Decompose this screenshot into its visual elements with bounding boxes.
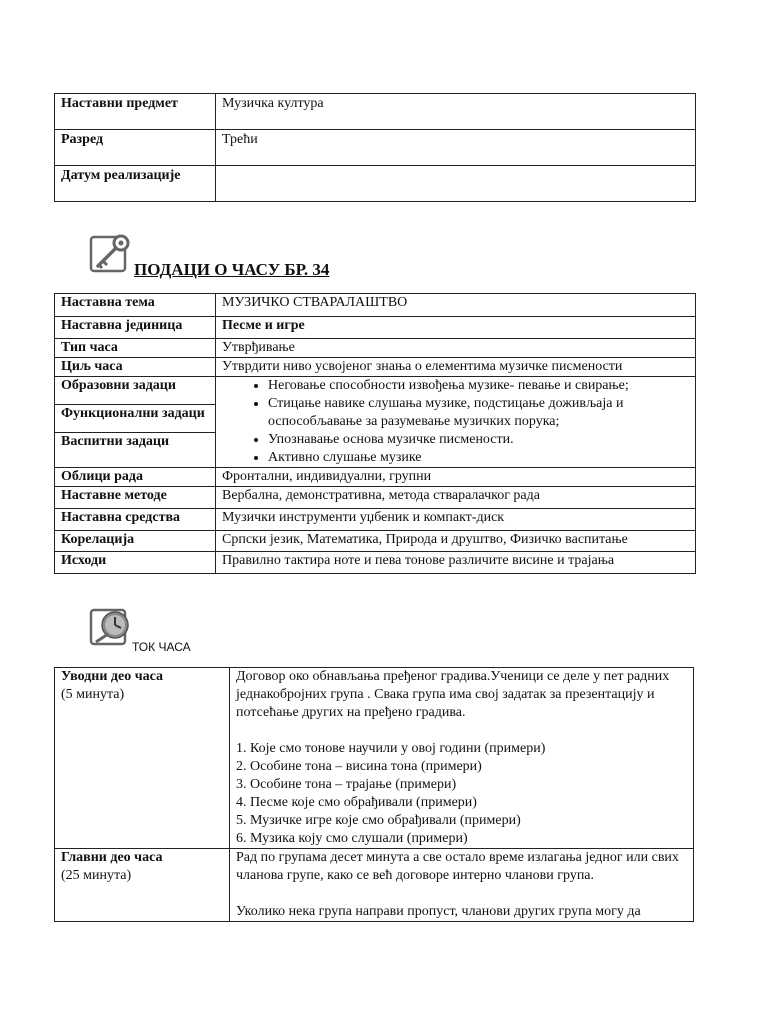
- main-content: [230, 849, 694, 922]
- main-duration: (25 минута): [61, 868, 132, 883]
- topic-label: Наставна тема: [55, 294, 216, 317]
- table-row: [55, 94, 696, 130]
- correlation-value: Српски језик, Математика, Природа и друштво, Физичко васпитање: [216, 531, 696, 552]
- subject-value: Музичка култура: [216, 94, 696, 130]
- grade-value: Трећи: [216, 130, 696, 166]
- outcomes-value: Правилно тактира ноте и пева тонове различите висине и трајања: [216, 552, 696, 574]
- table-row: [55, 339, 696, 358]
- upbr-tasks-label: Васпитни задаци: [55, 433, 216, 468]
- table-row: [55, 294, 696, 317]
- lesson-header: [88, 232, 329, 281]
- intro-text: Договор око обнављања пређеног градива.Ученици се деле у пет радних једнакобројних група . Свака група има свој задатак за презентацију и потсећање других на пређено градива.: [236, 669, 670, 720]
- grade-label: Разред: [55, 130, 216, 166]
- table-row: [55, 166, 696, 202]
- flow-header: [88, 606, 191, 655]
- unit-label: Наставна јединица: [55, 317, 216, 339]
- table-row: [55, 487, 696, 509]
- table-row: [55, 552, 696, 574]
- table-row: [55, 668, 694, 849]
- table-row: [55, 468, 696, 487]
- goal-value: Утврдити ниво усвојеног знања о елементима музичке писмености: [216, 358, 696, 377]
- table-row: [55, 509, 696, 531]
- date-value: [216, 166, 696, 202]
- unit-value: Песме и игре: [216, 317, 696, 339]
- methods-value: Вербална, демонстративна, метода стваралачког рада: [216, 487, 696, 509]
- func-tasks-label: Функционални задаци: [55, 405, 216, 433]
- info-table: [54, 93, 696, 202]
- key-icon: [88, 232, 132, 281]
- list-item: • Стицање навике слушања музике, подстицање доживљаја и оспособљавање за разумевање музичких порука;: [268, 395, 689, 431]
- list-item: 6. Музика коју смо слушали (примери): [236, 831, 468, 846]
- tasks-list: [222, 377, 689, 467]
- intro-duration: (5 минута): [61, 687, 125, 702]
- goal-label: Циљ часа: [55, 358, 216, 377]
- intro-content: [230, 668, 694, 849]
- flow-title: ТОК ЧАСА: [132, 640, 191, 654]
- main-label: Главни део часа: [61, 850, 163, 865]
- means-label: Наставна средства: [55, 509, 216, 531]
- list-item: • Упознавање основа музичке писмености.: [268, 431, 689, 449]
- type-label: Тип часа: [55, 339, 216, 358]
- outcomes-label: Исходи: [55, 552, 216, 574]
- list-item: 5. Музичке игре које смо обрађивали (примери): [236, 813, 521, 828]
- details-table: [54, 293, 696, 574]
- table-row: [55, 531, 696, 552]
- table-row: [55, 358, 696, 377]
- lesson-title: ПОДАЦИ О ЧАСУ БР. 34: [134, 260, 330, 279]
- methods-label: Наставне методе: [55, 487, 216, 509]
- list-item: • Неговање способности извођења музике- певање и свирање;: [268, 377, 689, 395]
- forms-value: Фронтални, индивидуални, групни: [216, 468, 696, 487]
- table-row: [55, 130, 696, 166]
- main-text-1: Рад по групама десет минута а све остало време излагања једног или свих чланова групе, како се већ договоре интерно чланови група.: [236, 850, 679, 883]
- forms-label: Облици рада: [55, 468, 216, 487]
- table-row: [55, 849, 694, 922]
- list-item: 2. Особине тона – висина тона (примери): [236, 759, 482, 774]
- table-row: [55, 317, 696, 339]
- topic-value: МУЗИЧКО СТВАРАЛАШТВО: [216, 294, 696, 317]
- subject-label: Наставни предмет: [55, 94, 216, 130]
- correlation-label: Корелација: [55, 531, 216, 552]
- type-value: Утврђивање: [216, 339, 696, 358]
- list-item: 3. Особине тона – трајање (примери): [236, 777, 457, 792]
- date-label: Датум реализације: [55, 166, 216, 202]
- edu-tasks-label: Образовни задаци: [55, 377, 216, 405]
- list-item: 4. Песме које смо обрађивали (примери): [236, 795, 477, 810]
- intro-cell: [55, 668, 230, 849]
- list-item: 1. Које смо тонове научили у овој години (примери): [236, 741, 546, 756]
- tasks-cell: [216, 377, 696, 468]
- main-cell: [55, 849, 230, 922]
- main-text-2: Уколико нека група направи пропуст, чланови других група могу да: [236, 904, 641, 919]
- clock-icon: [88, 606, 132, 655]
- flow-table: [54, 667, 694, 922]
- table-row: [55, 377, 696, 405]
- intro-label: Уводни део часа: [61, 669, 163, 684]
- means-value: Музички инструменти уџбеник и компакт-диск: [216, 509, 696, 531]
- list-item: • Активно слушање музике: [268, 449, 689, 467]
